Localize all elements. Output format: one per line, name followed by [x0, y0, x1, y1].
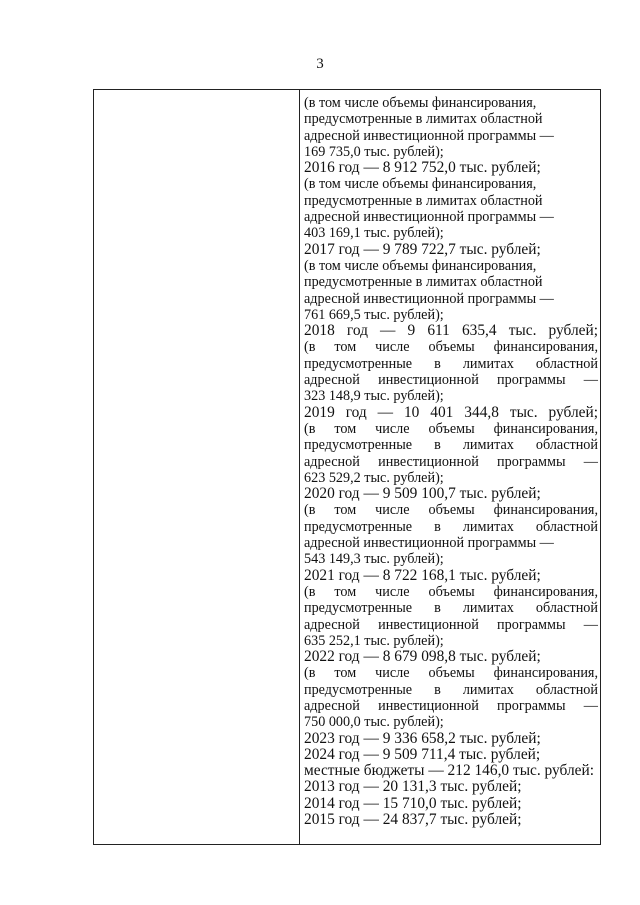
text-line: адресной инвестиционной программы — [304, 372, 598, 389]
text-line: 2014 год — 15 710,0 тыс. рублей; [304, 794, 522, 812]
table-left-column [94, 90, 300, 844]
text-line: адресной инвестиционной программы — [304, 209, 554, 226]
text-line: (в том числе объемы финансирования, [304, 176, 537, 193]
page-number: 3 [316, 56, 324, 72]
text-line: 750 000,0 тыс. рублей); [304, 714, 444, 731]
text-line: (в том числе объемы финансирования, [304, 502, 598, 519]
text-line: адресной инвестиционной программы — [304, 453, 598, 470]
text-line: предусмотренные в лимитах областной [304, 355, 598, 372]
text-line: 403 169,1 тыс. рублей); [304, 225, 444, 242]
text-line: 543 149,3 тыс. рублей); [304, 551, 444, 568]
text-line: 2023 год — 9 336 658,2 тыс. рублей; [304, 729, 541, 747]
text-line: адресной инвестиционной программы — [304, 127, 554, 144]
text-line: предусмотренные в лимитах областной [304, 192, 543, 209]
text-line: 2013 год — 20 131,3 тыс. рублей; [304, 778, 522, 796]
text-line: 2024 год — 9 509 711,4 тыс. рублей; [304, 745, 541, 763]
text-line: (в том числе объемы финансирования, [304, 420, 598, 437]
text-line: 323 148,9 тыс. рублей); [304, 388, 444, 405]
document-table [93, 89, 601, 845]
text-line: (в том числе объемы финансирования, [304, 583, 598, 600]
table-right-column [300, 90, 600, 844]
text-line: адресной инвестиционной программы — [304, 616, 598, 633]
text-line: (в том числе объемы финансирования, [304, 339, 598, 356]
text-line: (в том числе объемы финансирования, [304, 665, 598, 682]
text-line: 2021 год — 8 722 168,1 тыс. рублей; [304, 566, 541, 584]
text-line: адресной инвестиционной программы — [304, 535, 554, 552]
text-line: (в том числе объемы финансирования, [304, 95, 537, 111]
text-line: 2016 год — 8 912 752,0 тыс. рублей; [304, 159, 541, 177]
text-line: (в том числе объемы финансирования, [304, 257, 537, 274]
text-line: 2022 год — 8 679 098,8 тыс. рублей; [304, 648, 541, 666]
text-line: предусмотренные в лимитах областной [304, 681, 598, 698]
text-line: адресной инвестиционной программы — [304, 697, 598, 714]
text-line: предусмотренные в лимитах областной [304, 600, 598, 617]
text-line: 761 669,5 тыс. рублей); [304, 306, 444, 323]
text-line: адресной инвестиционной программы — [304, 290, 554, 307]
text-line: 2019 год — 10 401 344,8 тыс. рублей; [304, 403, 598, 421]
text-line: местные бюджеты — 212 146,0 тыс. рублей: [304, 762, 595, 780]
text-line: 2015 год — 24 837,7 тыс. рублей; [304, 811, 522, 829]
text-line: 635 252,1 тыс. рублей); [304, 632, 444, 649]
text-line: 2017 год — 9 789 722,7 тыс. рублей; [304, 240, 541, 258]
text-line: предусмотренные в лимитах областной [304, 518, 598, 535]
text-line: 2018 год — 9 611 635,4 тыс. рублей; [304, 322, 598, 340]
text-line: предусмотренные в лимитах областной [304, 111, 543, 128]
text-line: 2020 год — 9 509 100,7 тыс. рублей; [304, 485, 541, 503]
text-line: 169 735,0 тыс. рублей); [304, 143, 444, 160]
text-line: 623 529,2 тыс. рублей); [304, 469, 444, 486]
text-line: предусмотренные в лимитах областной [304, 437, 598, 454]
text-line: предусмотренные в лимитах областной [304, 274, 543, 291]
